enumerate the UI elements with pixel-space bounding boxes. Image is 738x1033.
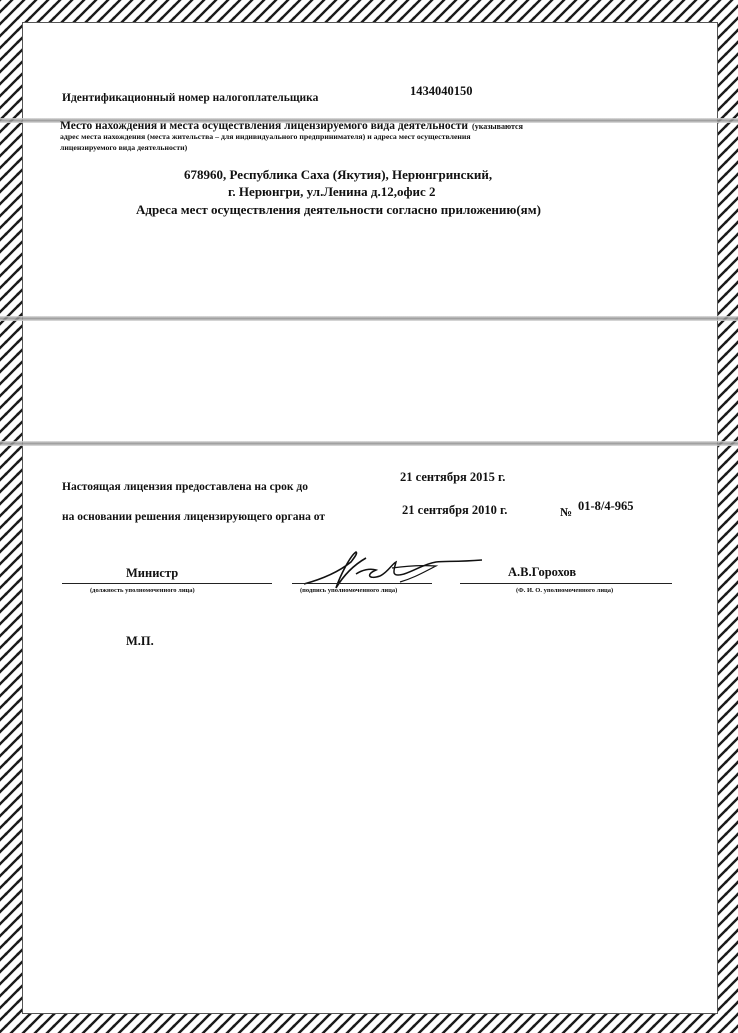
basis-number-sign: № bbox=[560, 505, 573, 519]
location-heading: Место нахождения и места осуществления лицензируемого вида деятельности bbox=[60, 120, 469, 132]
signer-name: А.В.Горохов bbox=[508, 565, 577, 579]
position-underline bbox=[62, 583, 272, 584]
fold-line bbox=[0, 441, 738, 446]
fold-line bbox=[0, 316, 738, 321]
signature-underline bbox=[292, 583, 432, 584]
address-line: 678960, Республика Саха (Якутия), Нерюнгринский, bbox=[184, 167, 493, 182]
basis-label: на основании решения лицензирующего органа от bbox=[62, 511, 326, 523]
basis-number: 01-8/4-965 bbox=[578, 499, 634, 513]
location-note-line: адрес места нахождения (места жительства – для индивидуального предпринимателя) и адреса мест осуществления bbox=[60, 132, 471, 141]
location-note-line: лицензируемого вида деятельности) bbox=[60, 143, 188, 152]
name-caption: (Ф. И. О. уполномоченного лица) bbox=[516, 587, 614, 594]
position-caption: (должность уполномоченного лица) bbox=[90, 587, 195, 594]
inn-value: 1434040150 bbox=[410, 84, 473, 98]
location-note: (указываются bbox=[472, 122, 523, 131]
address-line: г. Нерюнгри, ул.Ленина д.12,офис 2 bbox=[228, 184, 436, 199]
position-value: Министр bbox=[126, 566, 179, 580]
address-line: Адреса мест осуществления деятельности согласно приложению(ям) bbox=[136, 202, 541, 217]
seal-label: М.П. bbox=[126, 634, 154, 648]
inn-label: Идентификационный номер налогоплательщика bbox=[62, 92, 319, 104]
name-underline bbox=[460, 583, 672, 584]
term-date: 21 сентября 2015 г. bbox=[400, 470, 506, 484]
signature-caption: (подпись уполномоченного лица) bbox=[300, 587, 398, 594]
basis-date: 21 сентября 2010 г. bbox=[402, 503, 508, 517]
term-label: Настоящая лицензия предоставлена на срок до bbox=[62, 481, 309, 493]
